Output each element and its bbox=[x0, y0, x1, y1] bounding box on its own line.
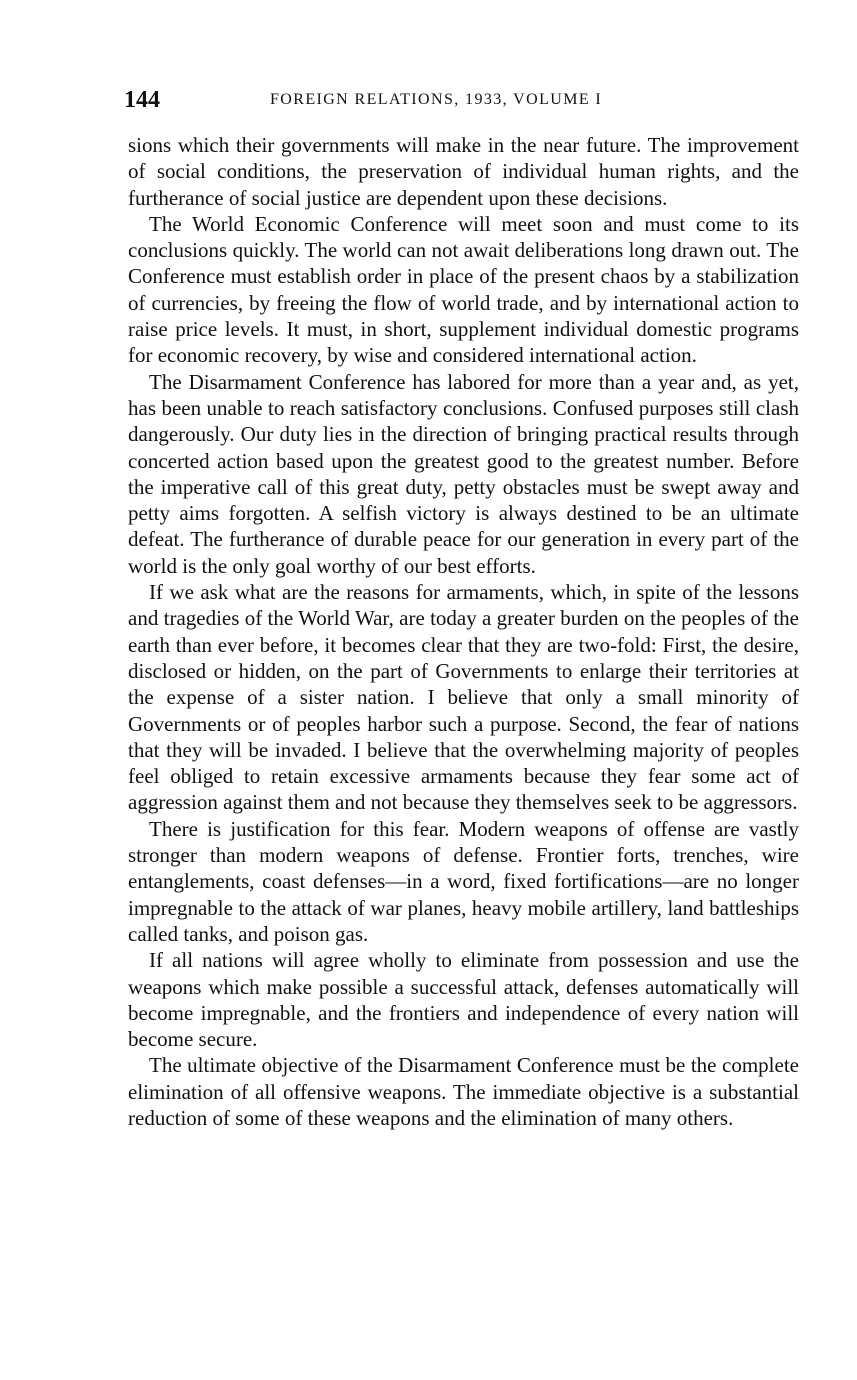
paragraph-continuation: sions which their governments will make in the near future. The improvement of social conditions, the preservation of individual human rights, and the furtherance of social justice are dependent upon these decisions. bbox=[128, 133, 799, 210]
paragraph-disarmament-conference: The Disarmament Conference has labored for more than a year and, as yet, has been unable to reach satisfactory conclusions. Confused purposes still clash dangerously. Our duty lies in the direction of bringing practical results through concerted action based upon the greatest good to the greatest number. Before the imperative call of this great duty, petty obstacles must be swept away and petty aims forgotten. A selfish victory is always destined to be an ultimate defeat. The furtherance of durable peace for our generation in every part of the world is the only goal worthy of our best efforts. bbox=[128, 369, 799, 578]
page-number: 144 bbox=[124, 87, 160, 113]
running-head: FOREIGN RELATIONS, 1933, VOLUME I bbox=[270, 91, 603, 108]
paragraph-economic-conference: The World Economic Conference will meet soon and must come to its conclusions quickly. The world can not await deliberations long drawn out. The Conference must establish order in place of the present chaos by a stabilization of currencies, by freeing the flow of world trade, and by international action to raise price levels. It must, in short, supplement individual domestic programs for economic recovery, by wise and considered international action. bbox=[128, 211, 799, 368]
paragraph-eliminate-weapons: If all nations will agree wholly to eliminate from possession and use the weapons which make possible a successful attack, defenses automatically will become impregnable, and the frontiers and independence of every nation will become secure. bbox=[128, 948, 799, 1052]
paragraph-justification-for-fear: There is justification for this fear. Modern weapons of offense are vastly stronger than modern weapons of defense. Frontier forts, trenches, wire entanglements, coast defenses—in a word, fixed fortifications—are no longer impregnable to the attack of war planes, heavy mobile artillery, land battleships called tanks, and poison gas. bbox=[128, 816, 799, 946]
page-header bbox=[124, 86, 800, 116]
paragraph-reasons-for-armaments: If we ask what are the reasons for armaments, which, in spite of the lessons and tragedies of the World War, are today a greater burden on the peoples of the earth than ever before, it becomes clear that they are two-fold: First, the desire, disclosed or hidden, on the part of Governments to enlarge their territories at the expense of a sister nation. I believe that only a small minority of Governments or of peoples harbor such a purpose. Second, the fear of nations that they will be invaded. I believe that the overwhelming majority of peoples feel obliged to retain excessive armaments because they fear some act of aggression against them and not because they themselves seek to be aggressors. bbox=[128, 580, 799, 815]
body-text bbox=[128, 132, 799, 1131]
paragraph-ultimate-objective: The ultimate objective of the Disarmament Conference must be the complete elimination of all offensive weapons. The immediate objective is a substantial reduction of some of these weapons and the elimination of many others. bbox=[128, 1053, 799, 1130]
